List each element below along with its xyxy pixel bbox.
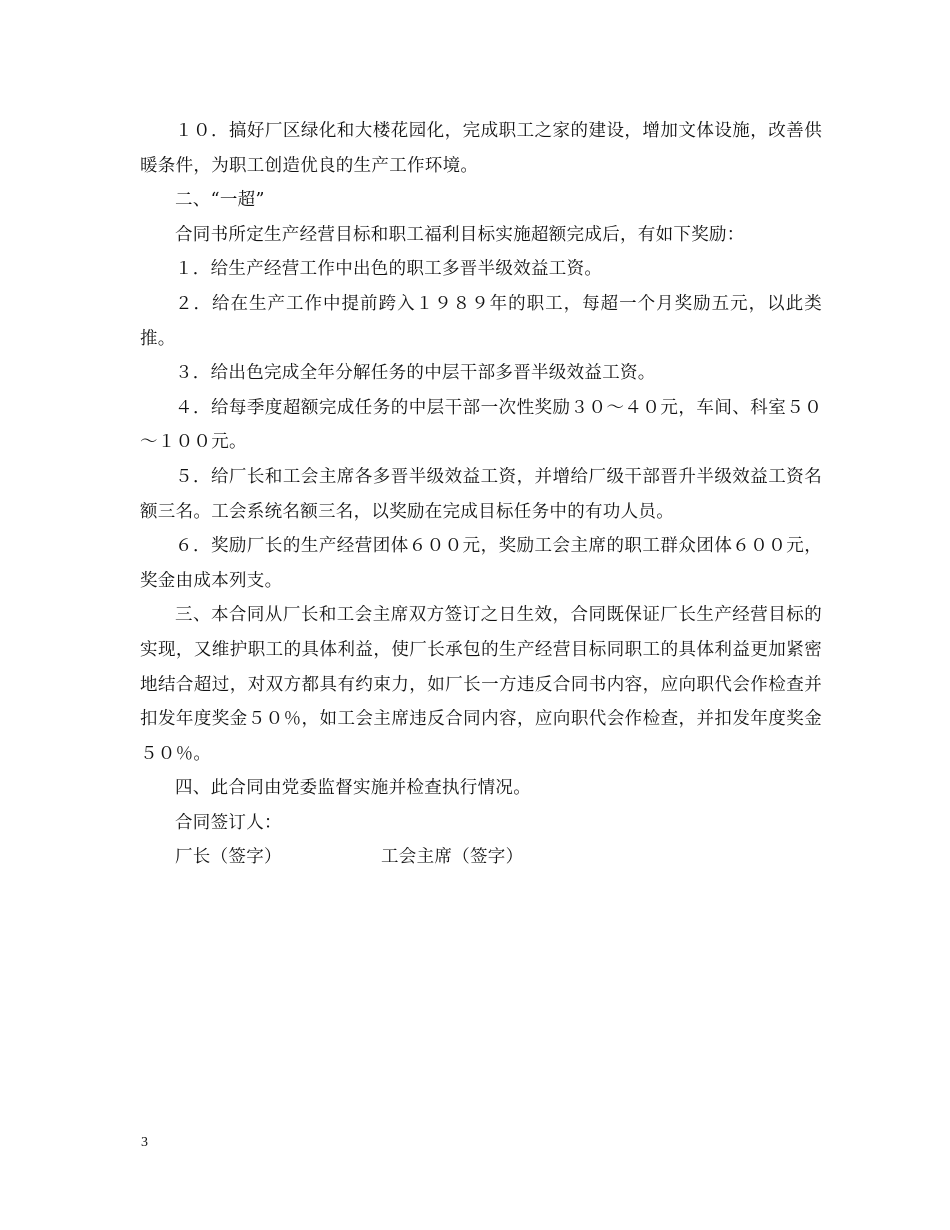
factory-director-signature: 厂长（签字）: [175, 847, 282, 868]
paragraph-rewards-intro: 合同书所定生产经营目标和职工福利目标实施超额完成后，有如下奖励：: [175, 224, 745, 245]
paragraph-reward-2: ２．给在生产工作中提前跨入１９８９年的职工，每超一个月奖励五元，以此类推。: [140, 293, 822, 349]
signatories-label: 合同签订人：: [175, 812, 282, 833]
paragraph-reward-5: ５．给厂长和工会主席各多晋半级效益工资，并增给厂级干部晋升半级效益工资名额三名。工会系统名额三名，以奖励在完成目标任务中的有功人员。: [140, 466, 822, 522]
paragraph-reward-6: ６．奖励厂长的生产经营团体６００元，奖励工会主席的职工群众团体６００元，奖金由成本列支。: [140, 536, 822, 591]
paragraph-reward-1: １．给生产经营工作中出色的职工多晋半级效益工资。: [175, 259, 603, 280]
section-heading-yichao: 二、“一超”: [175, 190, 265, 211]
paragraph-reward-4: ４．给每季度超额完成任务的中层干部一次性奖励３０～４０元，车间、科室５０～１００元。: [140, 397, 822, 453]
union-chairman-signature: 工会主席（签字）: [381, 847, 524, 868]
paragraph-section-4: 四、此合同由党委监督实施并检查执行情况。: [175, 778, 531, 799]
signature-row: [140, 840, 822, 875]
paragraph-item-10: １０．搞好厂区绿化和大楼花园化，完成职工之家的建设，增加文体设施，改善供暖条件，为职工创造优良的生产工作环境。: [140, 121, 822, 176]
page-number: 3: [141, 1135, 148, 1150]
paragraph-section-3: 三、本合同从厂长和工会主席双方签订之日生效，合同既保证厂长生产经营目标的实现，又维护职工的具体利益，使厂长承包的生产经营目标同职工的具体利益更加紧密地结合超过，对双方都具有约束力，如厂长一方违反合同书内容，应向职代会作检查并扣发年度奖金５０％，如工会主席违反合同内容，应向职代会作检查，并扣发年度奖金５０％。: [140, 605, 822, 764]
paragraph-reward-3: ３．给出色完成全年分解任务的中层干部多晋半级效益工资。: [175, 363, 656, 384]
document-body: [140, 114, 822, 875]
